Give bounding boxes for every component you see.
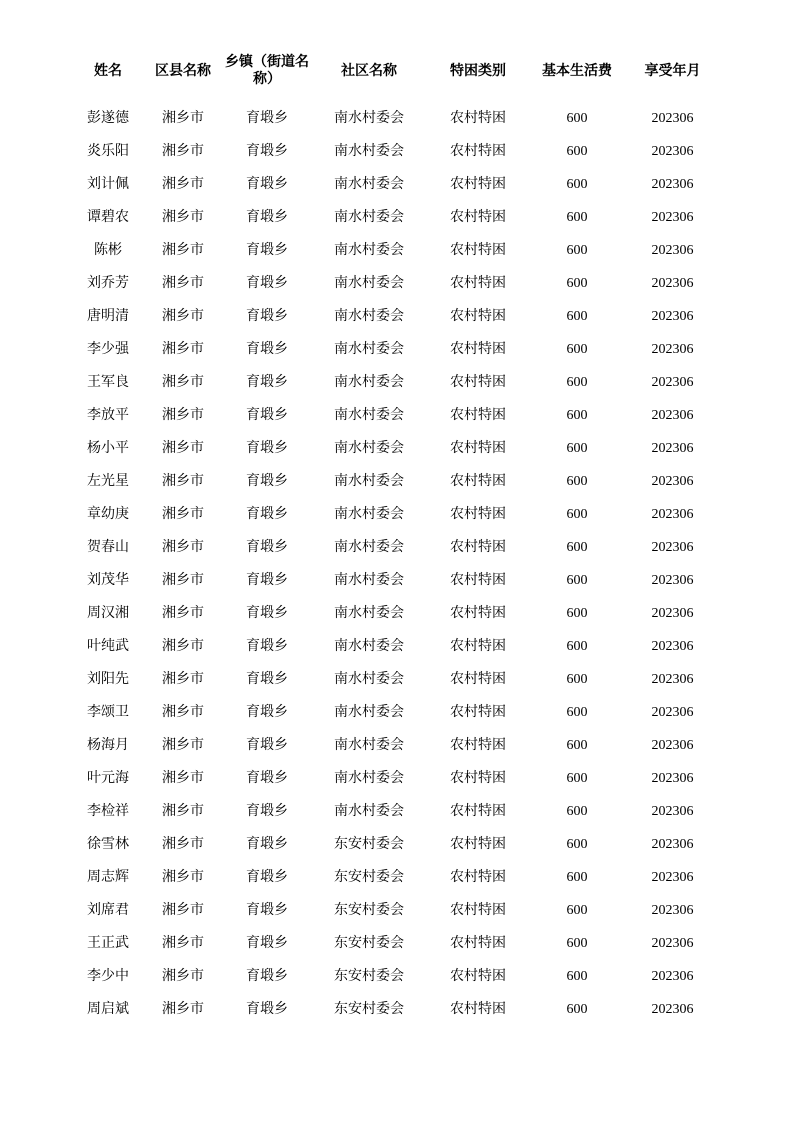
column-header-category-label: 特困类别	[450, 63, 506, 79]
cell-township: 育塅乡	[246, 969, 288, 984]
cell-period: 202306	[651, 606, 694, 621]
cell-township: 育塅乡	[246, 144, 288, 159]
cell-township: 育塅乡	[246, 639, 288, 654]
cell-community: 南水村委会	[334, 375, 404, 390]
cell-allowance: 600	[566, 1002, 588, 1017]
column-header-township	[222, 44, 312, 102]
cell-category: 农村特困	[450, 144, 506, 159]
cell-name: 李少中	[87, 969, 129, 984]
cell-category: 农村特困	[450, 738, 506, 753]
cell-township: 育塅乡	[246, 309, 288, 324]
cell-community: 南水村委会	[334, 177, 404, 192]
cell-allowance: 600	[566, 375, 588, 390]
table-row	[72, 663, 721, 696]
table-row	[72, 861, 721, 894]
cell-allowance: 600	[566, 144, 588, 159]
cell-allowance: 600	[566, 771, 588, 786]
cell-period: 202306	[651, 705, 694, 720]
cell-category: 农村特困	[450, 375, 506, 390]
cell-name: 王军良	[87, 375, 129, 390]
cell-name: 刘计佩	[87, 177, 129, 192]
table-row	[72, 696, 721, 729]
cell-name: 彭遂德	[87, 111, 129, 126]
cell-community: 南水村委会	[334, 738, 404, 753]
cell-allowance: 600	[566, 309, 588, 324]
cell-community: 南水村委会	[334, 540, 404, 555]
cell-category: 农村特困	[450, 969, 506, 984]
table-row	[72, 201, 721, 234]
cell-community: 南水村委会	[334, 771, 404, 786]
column-header-township-label: 乡镇（街道名称）	[225, 55, 309, 87]
cell-community: 南水村委会	[334, 639, 404, 654]
cell-township: 育塅乡	[246, 210, 288, 225]
cell-township: 育塅乡	[246, 276, 288, 291]
cell-name: 李颂卫	[87, 705, 129, 720]
cell-category: 农村特困	[450, 111, 506, 126]
cell-name: 杨海月	[87, 738, 129, 753]
cell-name: 炎乐阳	[87, 144, 129, 159]
cell-district: 湘乡市	[162, 606, 204, 621]
table-row	[72, 498, 721, 531]
cell-category: 农村特困	[450, 837, 506, 852]
cell-period: 202306	[651, 177, 694, 192]
cell-community: 南水村委会	[334, 474, 404, 489]
cell-period: 202306	[651, 276, 694, 291]
cell-period: 202306	[651, 837, 694, 852]
cell-allowance: 600	[566, 507, 588, 522]
cell-allowance: 600	[566, 903, 588, 918]
cell-allowance: 600	[566, 606, 588, 621]
cell-community: 南水村委会	[334, 408, 404, 423]
cell-district: 湘乡市	[162, 738, 204, 753]
table-row	[72, 729, 721, 762]
cell-township: 育塅乡	[246, 375, 288, 390]
cell-category: 农村特困	[450, 177, 506, 192]
cell-period: 202306	[651, 441, 694, 456]
cell-name: 李少强	[87, 342, 129, 357]
cell-township: 育塅乡	[246, 936, 288, 951]
cell-period: 202306	[651, 870, 694, 885]
cell-allowance: 600	[566, 738, 588, 753]
cell-community: 南水村委会	[334, 441, 404, 456]
cell-category: 农村特困	[450, 903, 506, 918]
table-header-row	[72, 44, 721, 102]
cell-allowance: 600	[566, 639, 588, 654]
cell-period: 202306	[651, 210, 694, 225]
cell-name: 刘阳先	[87, 672, 129, 687]
cell-community: 南水村委会	[334, 309, 404, 324]
cell-period: 202306	[651, 573, 694, 588]
cell-allowance: 600	[566, 408, 588, 423]
cell-name: 徐雪林	[87, 837, 129, 852]
cell-period: 202306	[651, 375, 694, 390]
cell-name: 唐明清	[87, 309, 129, 324]
cell-name: 李检祥	[87, 804, 129, 819]
cell-allowance: 600	[566, 804, 588, 819]
cell-township: 育塅乡	[246, 540, 288, 555]
cell-period: 202306	[651, 342, 694, 357]
cell-category: 农村特困	[450, 705, 506, 720]
cell-district: 湘乡市	[162, 903, 204, 918]
cell-category: 农村特困	[450, 210, 506, 225]
cell-allowance: 600	[566, 705, 588, 720]
cell-allowance: 600	[566, 111, 588, 126]
table-row	[72, 630, 721, 663]
cell-district: 湘乡市	[162, 507, 204, 522]
table-row	[72, 597, 721, 630]
cell-name: 杨小平	[87, 441, 129, 456]
cell-community: 南水村委会	[334, 573, 404, 588]
cell-community: 东安村委会	[334, 1002, 404, 1017]
table-row	[72, 399, 721, 432]
cell-township: 育塅乡	[246, 507, 288, 522]
cell-allowance: 600	[566, 441, 588, 456]
cell-district: 湘乡市	[162, 837, 204, 852]
cell-category: 农村特困	[450, 573, 506, 588]
cell-allowance: 600	[566, 837, 588, 852]
cell-allowance: 600	[566, 573, 588, 588]
table-header	[72, 44, 721, 102]
cell-township: 育塅乡	[246, 243, 288, 258]
cell-period: 202306	[651, 903, 694, 918]
cell-name: 谭碧农	[87, 210, 129, 225]
cell-district: 湘乡市	[162, 1002, 204, 1017]
table-row	[72, 960, 721, 993]
cell-period: 202306	[651, 309, 694, 324]
cell-period: 202306	[651, 672, 694, 687]
cell-name: 刘茂华	[87, 573, 129, 588]
cell-name: 周汉湘	[87, 606, 129, 621]
cell-period: 202306	[651, 639, 694, 654]
cell-district: 湘乡市	[162, 969, 204, 984]
cell-community: 南水村委会	[334, 111, 404, 126]
cell-district: 湘乡市	[162, 408, 204, 423]
cell-community: 南水村委会	[334, 144, 404, 159]
cell-allowance: 600	[566, 540, 588, 555]
table-row	[72, 564, 721, 597]
cell-district: 湘乡市	[162, 144, 204, 159]
cell-allowance: 600	[566, 342, 588, 357]
cell-district: 湘乡市	[162, 936, 204, 951]
cell-period: 202306	[651, 408, 694, 423]
cell-allowance: 600	[566, 243, 588, 258]
cell-allowance: 600	[566, 474, 588, 489]
cell-township: 育塅乡	[246, 738, 288, 753]
cell-category: 农村特困	[450, 804, 506, 819]
cell-community: 南水村委会	[334, 507, 404, 522]
table-row	[72, 366, 721, 399]
cell-community: 南水村委会	[334, 243, 404, 258]
cell-name: 左光星	[87, 474, 129, 489]
cell-period: 202306	[651, 111, 694, 126]
table-row	[72, 102, 721, 135]
cell-category: 农村特困	[450, 276, 506, 291]
cell-period: 202306	[651, 771, 694, 786]
cell-category: 农村特困	[450, 771, 506, 786]
cell-name: 陈彬	[94, 243, 122, 258]
cell-township: 育塅乡	[246, 672, 288, 687]
cell-community: 南水村委会	[334, 210, 404, 225]
cell-category: 农村特困	[450, 639, 506, 654]
cell-period: 202306	[651, 936, 694, 951]
column-header-community-label: 社区名称	[341, 63, 397, 79]
cell-name: 刘席君	[87, 903, 129, 918]
cell-category: 农村特困	[450, 606, 506, 621]
cell-community: 南水村委会	[334, 276, 404, 291]
cell-district: 湘乡市	[162, 243, 204, 258]
table-row	[72, 333, 721, 366]
cell-category: 农村特困	[450, 243, 506, 258]
column-header-community	[312, 44, 426, 102]
cell-township: 育塅乡	[246, 606, 288, 621]
beneficiary-table	[72, 44, 721, 1026]
cell-township: 育塅乡	[246, 837, 288, 852]
cell-category: 农村特困	[450, 441, 506, 456]
cell-district: 湘乡市	[162, 276, 204, 291]
table-row	[72, 828, 721, 861]
column-header-allowance	[530, 44, 624, 102]
cell-name: 叶纯武	[87, 639, 129, 654]
cell-township: 育塅乡	[246, 111, 288, 126]
cell-community: 东安村委会	[334, 969, 404, 984]
cell-township: 育塅乡	[246, 573, 288, 588]
cell-community: 南水村委会	[334, 705, 404, 720]
cell-community: 南水村委会	[334, 672, 404, 687]
table-row	[72, 135, 721, 168]
cell-allowance: 600	[566, 276, 588, 291]
cell-period: 202306	[651, 474, 694, 489]
table-row	[72, 465, 721, 498]
table-row	[72, 795, 721, 828]
cell-allowance: 600	[566, 210, 588, 225]
cell-township: 育塅乡	[246, 705, 288, 720]
cell-name: 李放平	[87, 408, 129, 423]
cell-district: 湘乡市	[162, 771, 204, 786]
cell-district: 湘乡市	[162, 342, 204, 357]
cell-district: 湘乡市	[162, 210, 204, 225]
column-header-district	[144, 44, 222, 102]
table-body	[72, 102, 721, 1026]
cell-period: 202306	[651, 738, 694, 753]
table-row	[72, 168, 721, 201]
cell-allowance: 600	[566, 969, 588, 984]
cell-district: 湘乡市	[162, 804, 204, 819]
table-row	[72, 762, 721, 795]
cell-allowance: 600	[566, 177, 588, 192]
cell-township: 育塅乡	[246, 441, 288, 456]
cell-township: 育塅乡	[246, 903, 288, 918]
cell-community: 南水村委会	[334, 342, 404, 357]
cell-community: 南水村委会	[334, 606, 404, 621]
cell-district: 湘乡市	[162, 672, 204, 687]
cell-period: 202306	[651, 804, 694, 819]
cell-district: 湘乡市	[162, 474, 204, 489]
column-header-district-label: 区县名称	[155, 63, 211, 79]
table-row	[72, 531, 721, 564]
table-row	[72, 267, 721, 300]
cell-name: 章幼庚	[87, 507, 129, 522]
cell-township: 育塅乡	[246, 804, 288, 819]
column-header-period-label: 享受年月	[644, 63, 701, 79]
cell-community: 东安村委会	[334, 936, 404, 951]
cell-category: 农村特困	[450, 672, 506, 687]
cell-township: 育塅乡	[246, 771, 288, 786]
table-row	[72, 300, 721, 333]
cell-allowance: 600	[566, 672, 588, 687]
cell-period: 202306	[651, 144, 694, 159]
column-header-name	[72, 44, 144, 102]
cell-community: 东安村委会	[334, 903, 404, 918]
cell-category: 农村特困	[450, 507, 506, 522]
cell-community: 东安村委会	[334, 870, 404, 885]
cell-district: 湘乡市	[162, 705, 204, 720]
cell-community: 南水村委会	[334, 804, 404, 819]
cell-township: 育塅乡	[246, 474, 288, 489]
cell-category: 农村特困	[450, 540, 506, 555]
cell-name: 王正武	[87, 936, 129, 951]
cell-township: 育塅乡	[246, 408, 288, 423]
cell-township: 育塅乡	[246, 1002, 288, 1017]
cell-district: 湘乡市	[162, 573, 204, 588]
cell-district: 湘乡市	[162, 540, 204, 555]
cell-period: 202306	[651, 969, 694, 984]
cell-allowance: 600	[566, 936, 588, 951]
column-header-period	[624, 44, 721, 102]
cell-name: 周启斌	[87, 1002, 129, 1017]
column-header-category	[426, 44, 530, 102]
cell-category: 农村特困	[450, 1002, 506, 1017]
cell-period: 202306	[651, 540, 694, 555]
cell-allowance: 600	[566, 870, 588, 885]
cell-name: 周志辉	[87, 870, 129, 885]
cell-period: 202306	[651, 1002, 694, 1017]
cell-township: 育塅乡	[246, 177, 288, 192]
table-row	[72, 927, 721, 960]
cell-district: 湘乡市	[162, 441, 204, 456]
table-row	[72, 894, 721, 927]
table-row	[72, 993, 721, 1026]
cell-community: 东安村委会	[334, 837, 404, 852]
cell-district: 湘乡市	[162, 639, 204, 654]
table-row	[72, 432, 721, 465]
cell-name: 贺春山	[87, 540, 129, 555]
cell-name: 叶元海	[87, 771, 129, 786]
cell-district: 湘乡市	[162, 111, 204, 126]
cell-category: 农村特困	[450, 474, 506, 489]
cell-township: 育塅乡	[246, 342, 288, 357]
cell-district: 湘乡市	[162, 309, 204, 324]
cell-category: 农村特困	[450, 342, 506, 357]
cell-district: 湘乡市	[162, 375, 204, 390]
cell-category: 农村特困	[450, 408, 506, 423]
table-row	[72, 234, 721, 267]
cell-category: 农村特困	[450, 936, 506, 951]
cell-district: 湘乡市	[162, 177, 204, 192]
cell-period: 202306	[651, 243, 694, 258]
cell-district: 湘乡市	[162, 870, 204, 885]
column-header-name-label: 姓名	[94, 63, 122, 79]
cell-name: 刘乔芳	[87, 276, 129, 291]
column-header-allowance-label: 基本生活费	[542, 63, 612, 79]
cell-township: 育塅乡	[246, 870, 288, 885]
cell-period: 202306	[651, 507, 694, 522]
cell-category: 农村特困	[450, 870, 506, 885]
cell-category: 农村特困	[450, 309, 506, 324]
